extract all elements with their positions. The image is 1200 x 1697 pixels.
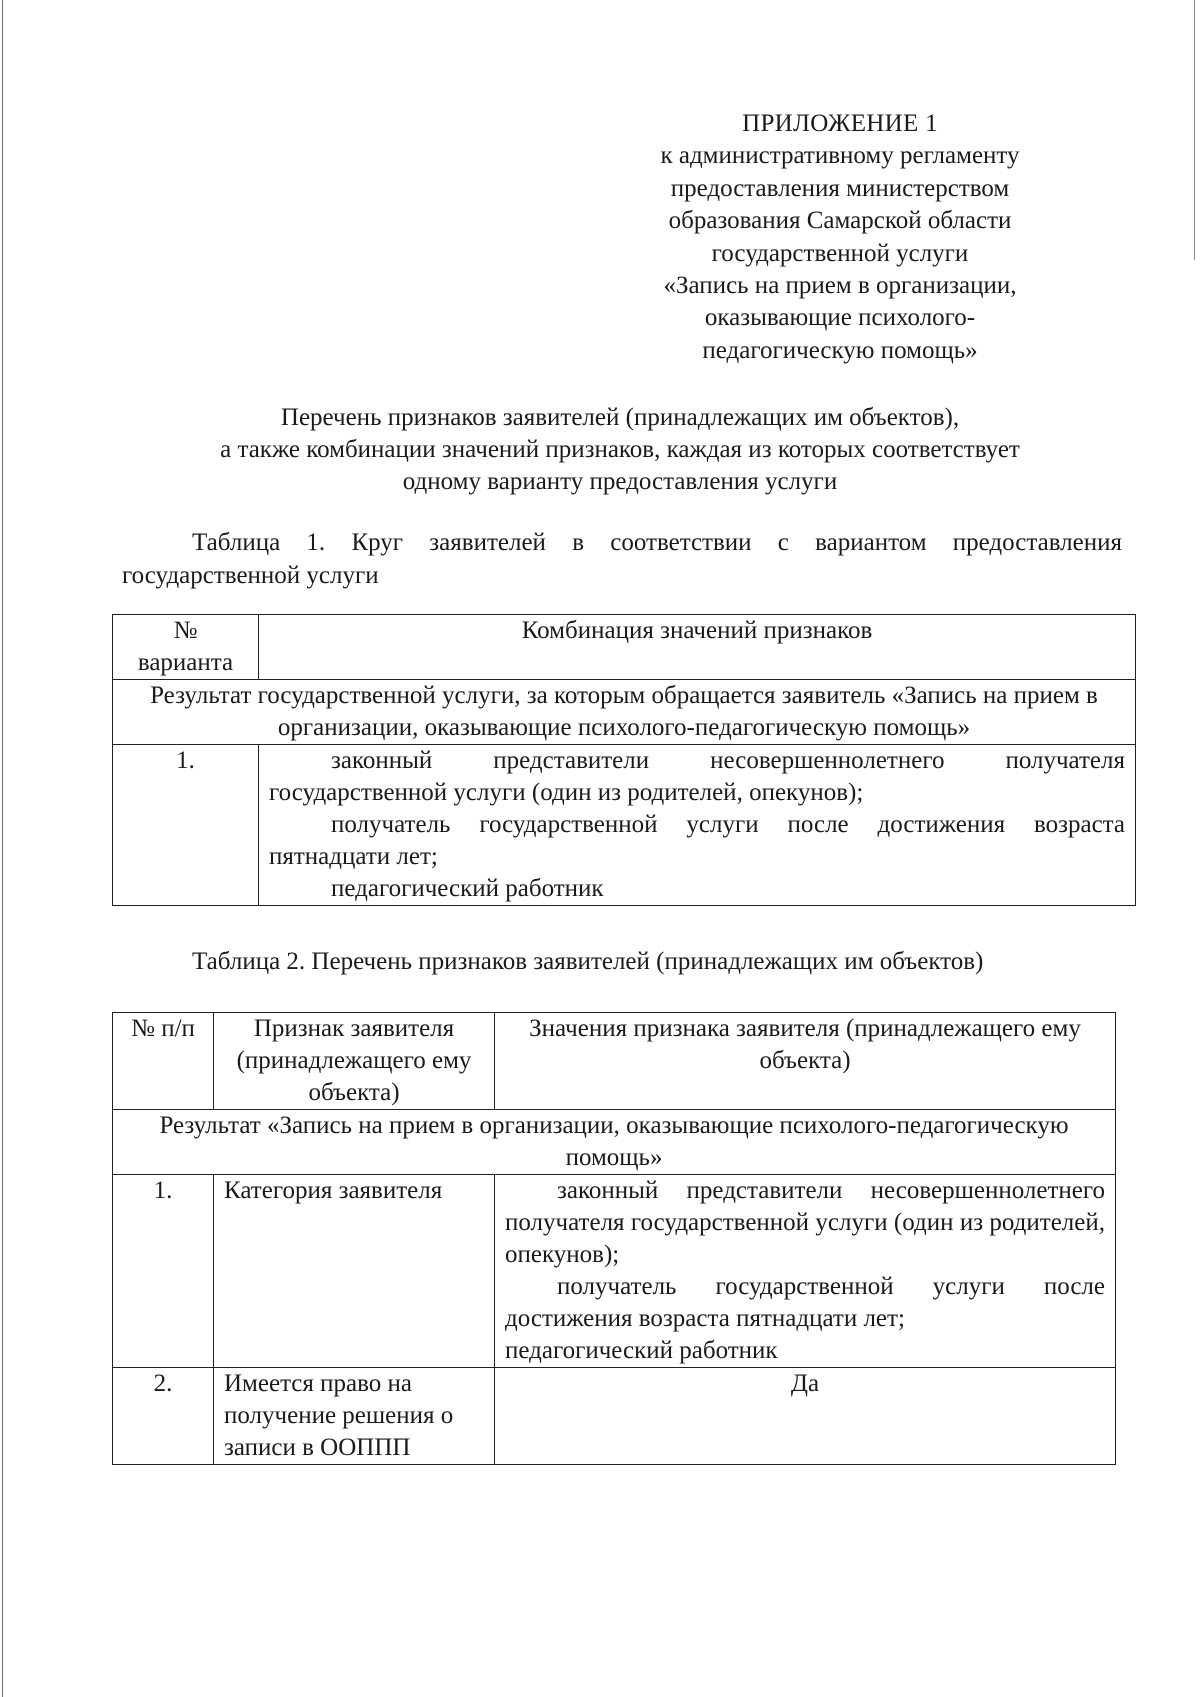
value-item: законный представители несовершеннолетнего получателя государственной услуги (один из родителей, опекунов);	[269, 747, 1125, 806]
appendix-line: образования Самарской области	[668, 207, 1012, 235]
value-item: педагогический работник	[505, 1337, 778, 1364]
appendix-line: оказывающие психолого-	[704, 304, 976, 332]
variant-number-cell: 1.	[113, 745, 259, 906]
appendix-line: к административному регламенту	[660, 142, 1020, 170]
value-item: получатель государственной услуги после достижения возраста пятнадцати лет;	[505, 1273, 1105, 1332]
heading-line: Перечень признаков заявителей (принадлежащих им объектов),	[280, 404, 960, 431]
row-number-cell: 1.	[113, 1175, 214, 1368]
appendix-line: «Запись на прием в организации,	[663, 271, 1017, 299]
scan-edge-left	[2, 0, 3, 1697]
header-combination: Комбинация значений признаков	[259, 615, 1136, 680]
heading-line: а также комбинации значений признаков, каждая из которых соответствует	[220, 436, 1020, 463]
heading-line: одному варианту предоставления услуги	[402, 468, 838, 495]
header-attribute: Признак заявителя (принадлежащего ему объекта)	[214, 1013, 495, 1110]
table-header-row	[113, 615, 1136, 680]
applicants-variant-table	[112, 614, 1136, 906]
combination-values-cell	[259, 745, 1136, 906]
table-row	[113, 1368, 1116, 1465]
scan-edge-right	[1194, 0, 1195, 260]
result-cell: Результат «Запись на прием в организации, оказывающие психолого-педагогическую помощь»	[113, 1110, 1116, 1175]
table-header-row	[113, 1013, 1116, 1110]
row-number-cell: 2.	[113, 1368, 214, 1465]
table-row	[113, 1175, 1116, 1368]
appendix-line: государственной услуги	[711, 239, 969, 267]
header-row-number: № п/п	[113, 1013, 214, 1110]
appendix-title: ПРИЛОЖЕНИЕ 1	[742, 110, 938, 137]
value-item: педагогический работник	[331, 875, 604, 902]
value-item: получатель государственной услуги после достижения возраста пятнадцати лет;	[269, 811, 1125, 870]
attribute-values-cell	[495, 1175, 1116, 1368]
table1-caption: Таблица 1. Круг заявителей в соответствии с вариантом предоставления государственной услуги	[122, 529, 1122, 589]
attribute-cell: Имеется право на получение решения о записи в ООППП	[214, 1368, 495, 1465]
attribute-value-cell: Да	[495, 1368, 1116, 1465]
result-cell: Результат государственной услуги, за которым обращается заявитель «Запись на прием в организации, оказывающие психолого-педагогическую помощь»	[113, 680, 1136, 745]
result-row	[113, 1110, 1116, 1175]
document-heading	[120, 402, 1120, 498]
header-variant-number: № варианта	[113, 615, 259, 680]
value-item: законный представители несовершеннолетнего получателя государственной услуги (один из родителей, опекунов);	[505, 1177, 1105, 1268]
result-row	[113, 680, 1136, 745]
table-row	[113, 745, 1136, 906]
appendix-line: предоставления министерством	[670, 174, 1010, 202]
appendix-line: педагогическую помощь»	[702, 336, 978, 364]
applicant-attributes-table	[112, 1012, 1116, 1465]
appendix-header	[620, 108, 1060, 367]
header-attribute-values: Значения признака заявителя (принадлежащего ему объекта)	[495, 1013, 1116, 1110]
attribute-cell: Категория заявителя	[214, 1175, 495, 1368]
table2-caption: Таблица 2. Перечень признаков заявителей (принадлежащих им объектов)	[192, 948, 984, 975]
